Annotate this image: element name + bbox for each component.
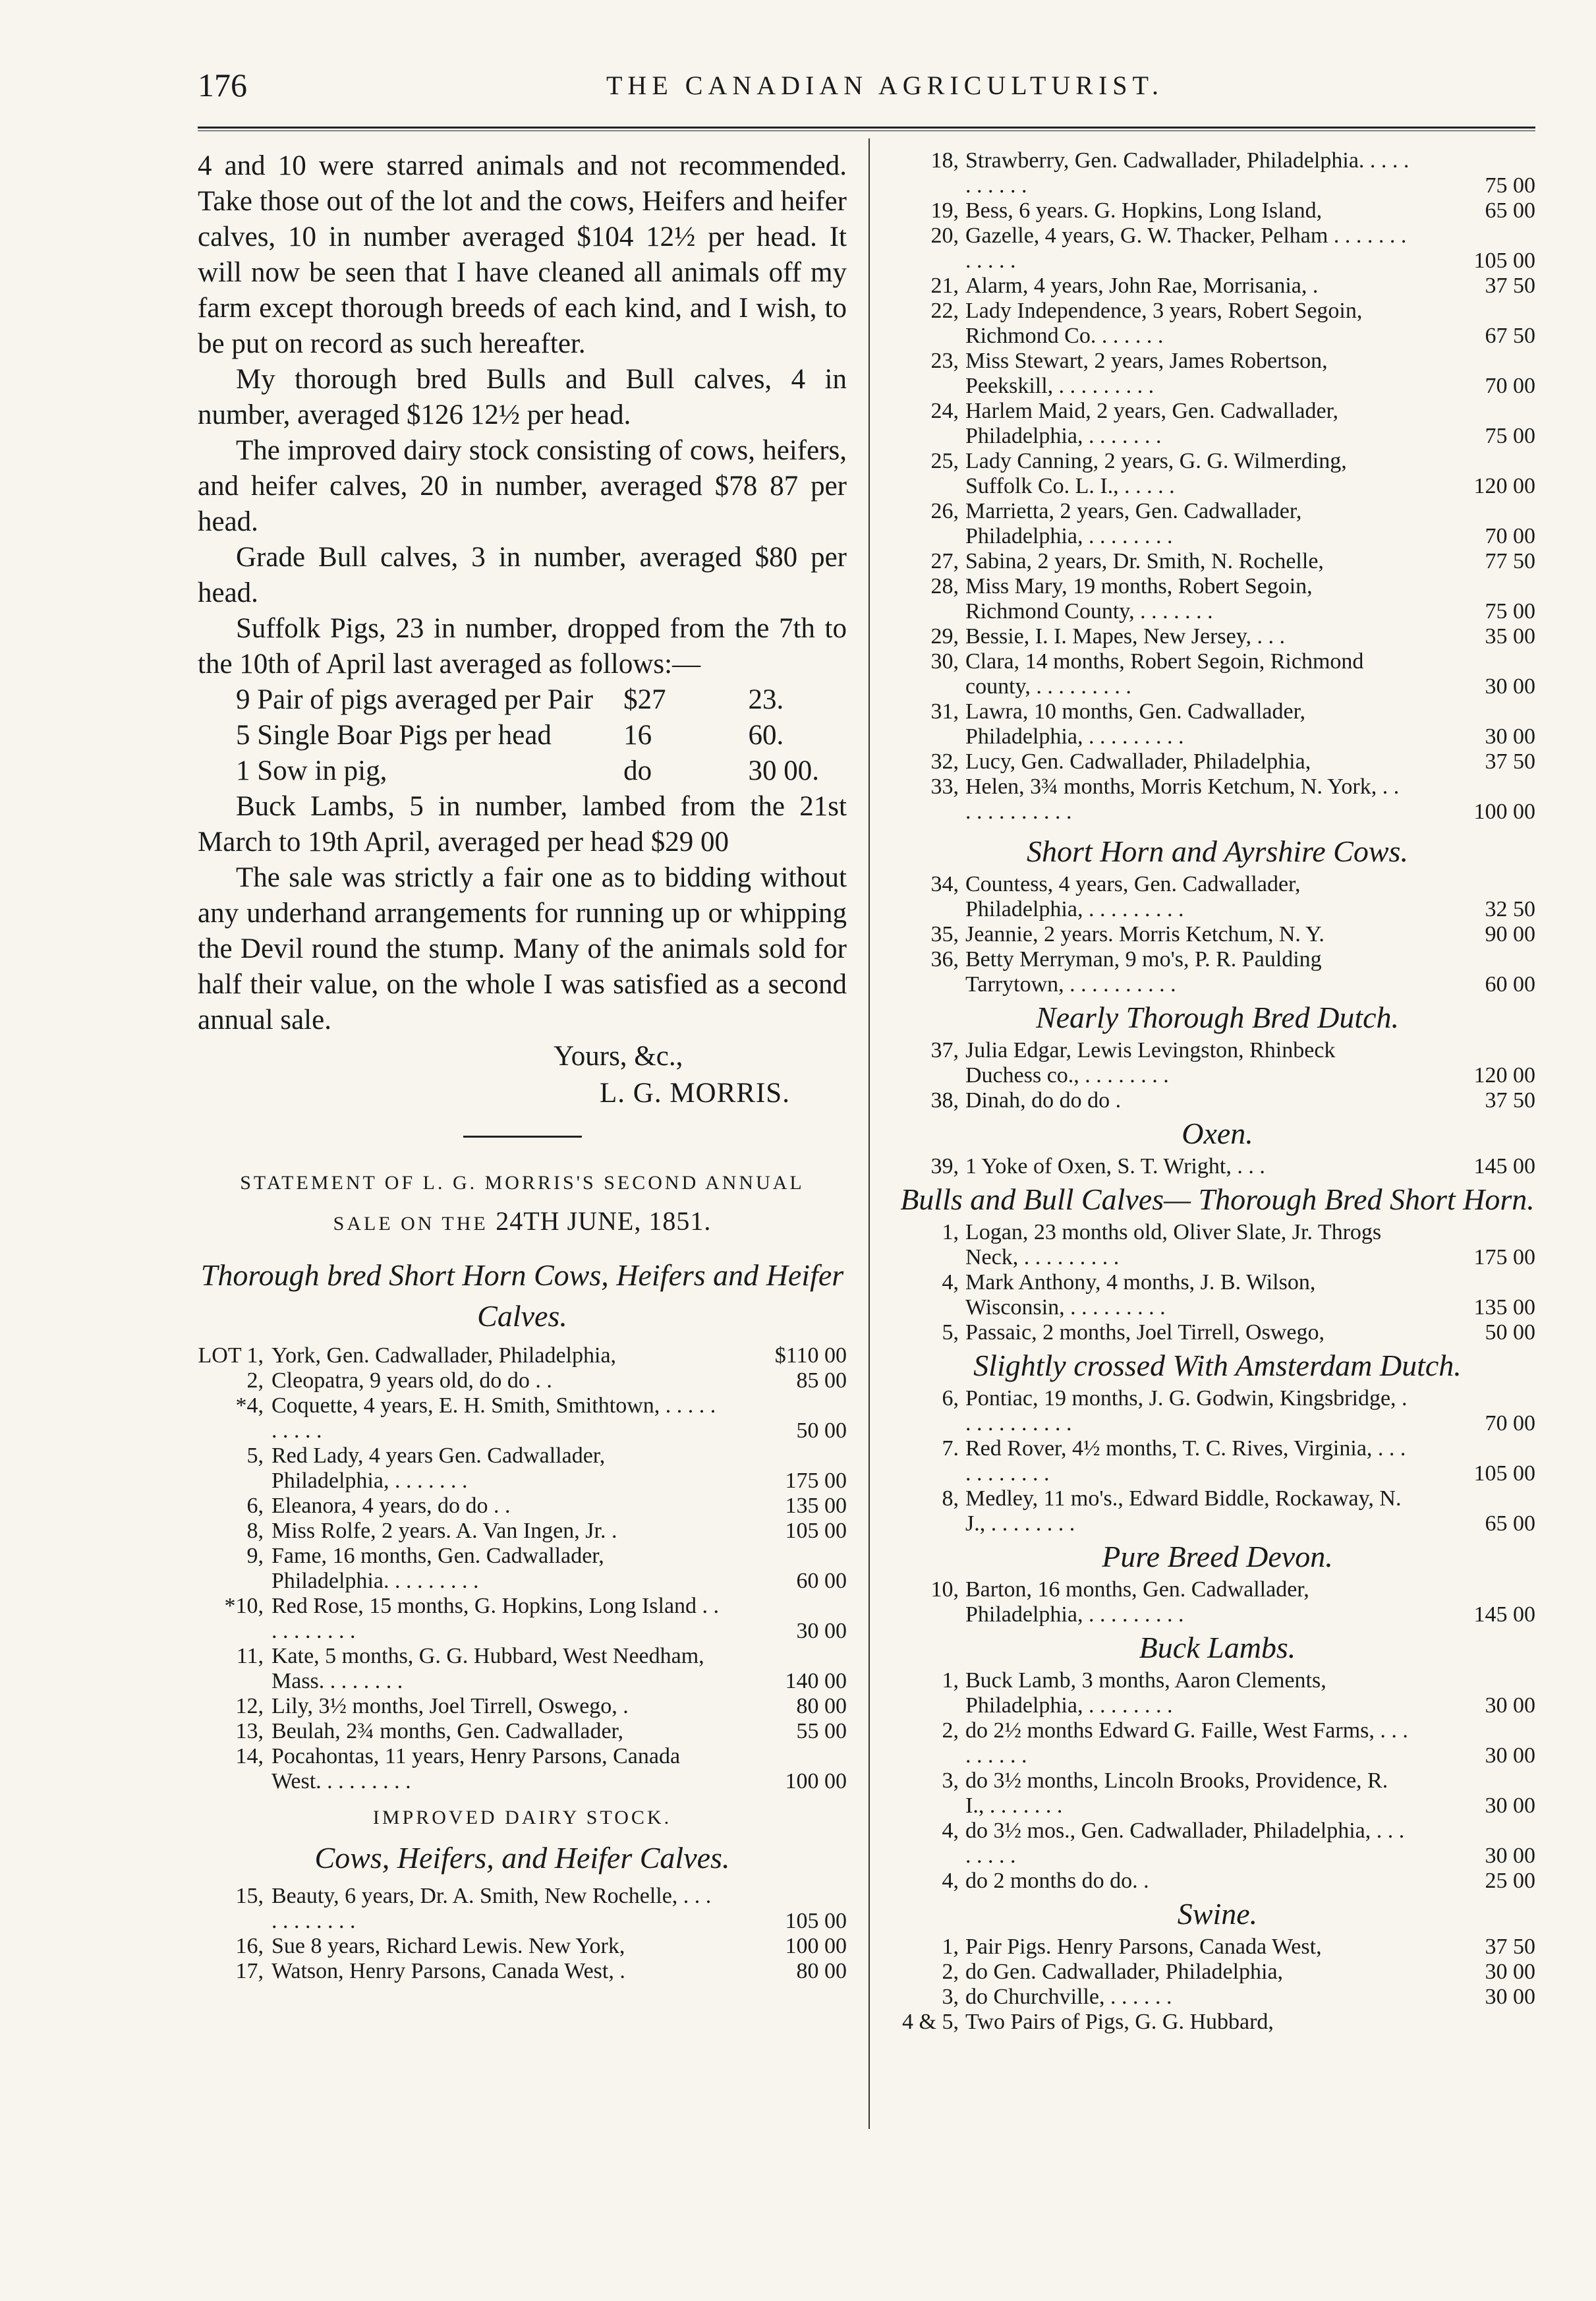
entry-description: Lady Independence, 3 years, Robert Segoin, Richmond Co. . . . . . . (965, 299, 1363, 348)
entry-description: Passaic, 2 months, Joel Tirrell, Oswego, (965, 1320, 1325, 1345)
entry-price: 145 00 (1473, 1154, 1535, 1179)
sale-entry (899, 549, 1535, 574)
entry-description: Countess, 4 years, Gen. Cadwallader, Philadelphia, . . . . . . . . . (965, 872, 1301, 921)
entry-number: 2, (246, 1368, 264, 1393)
entry-number: 3, (942, 1985, 959, 2009)
sale-entry (899, 1819, 1535, 1869)
sale-entry (899, 1668, 1535, 1718)
entry-price: 30 00 (1485, 724, 1535, 749)
sale-entry (198, 1519, 847, 1544)
entry-price: 65 00 (1485, 198, 1535, 223)
entry-number: 3, (942, 1768, 959, 1793)
sale-entry (899, 148, 1535, 198)
entry-description: Pontiac, 19 months, J. G. Godwin, Kingsbridge, . . . . . . . . . . . (965, 1386, 1408, 1436)
entry-list (899, 1386, 1535, 1536)
entry-price: 80 00 (796, 1959, 847, 1983)
entry-description: Dinah, do do do . (965, 1088, 1122, 1113)
sale-entry (899, 399, 1535, 449)
pig-table-row (236, 682, 847, 718)
entry-description: Sue 8 years, Richard Lewis. New York, (271, 1934, 625, 1958)
entry-price: 135 00 (785, 1494, 847, 1518)
entry-description: do 2 months do do. . (965, 1869, 1149, 1893)
pig-row-basis: do (623, 755, 652, 786)
entry-price: 50 00 (796, 1418, 847, 1443)
entry-price: 30 00 (1485, 1844, 1535, 1868)
statement-line-2 (198, 1202, 847, 1243)
entry-number: 1, (942, 1220, 959, 1244)
sale-entry (198, 1368, 847, 1393)
sale-entry (198, 1343, 847, 1368)
entry-price: 50 00 (1485, 1320, 1535, 1345)
sale-entry (198, 1694, 847, 1719)
entry-number: 27, (930, 549, 959, 573)
entry-description: Beulah, 2¾ months, Gen. Cadwallader, (271, 1719, 624, 1743)
entry-number: 13, (235, 1719, 264, 1743)
entry-list (899, 1220, 1535, 1345)
entry-price: 37 50 (1485, 1935, 1535, 1959)
entry-description: Two Pairs of Pigs, G. G. Hubbard, (965, 2010, 1274, 2034)
sale-entry (198, 1494, 847, 1519)
entry-price: 77 50 (1485, 549, 1535, 573)
entry-number: LOT 1, (198, 1343, 264, 1368)
entry-price: 55 00 (796, 1719, 847, 1743)
entry-description: do 2½ months Edward G. Faille, West Farms, . . . . . . . . . (965, 1718, 1408, 1768)
sale-entry (899, 624, 1535, 649)
sale-entry (899, 499, 1535, 549)
sale-entry (899, 1320, 1535, 1345)
entry-number: 39, (930, 1154, 959, 1179)
entry-number: 29, (930, 624, 959, 649)
entry-price: 75 00 (1485, 173, 1535, 198)
entry-price: 35 00 (1485, 624, 1535, 649)
entry-price: 105 00 (785, 1909, 847, 1933)
pig-row-label: 1 Sow in pig, (236, 755, 387, 786)
sale-entry (899, 1985, 1535, 2010)
entry-number: 20, (930, 223, 959, 248)
entry-number: 1, (942, 1668, 959, 1693)
entry-description: do 3½ mos., Gen. Cadwallader, Philadelphia, . . . . . . . . (965, 1819, 1405, 1868)
entry-price: 175 00 (1473, 1245, 1535, 1269)
entry-price: 67 50 (1485, 324, 1535, 348)
section-title: Pure Breed Devon. (1102, 1540, 1333, 1573)
entry-number: 10, (930, 1577, 959, 1602)
statement-sale: SALE ON THE (333, 1213, 488, 1235)
entry-price: 70 00 (1485, 374, 1535, 398)
sale-entry (899, 699, 1535, 749)
entry-price: $110 00 (774, 1343, 847, 1368)
entry-number: 5, (942, 1320, 959, 1345)
entry-number: 4, (942, 1819, 959, 1843)
entry-price: 75 00 (1485, 424, 1535, 448)
entry-number: 11, (236, 1644, 264, 1668)
paragraph: Buck Lambs, 5 in number, lambed from the 21st March to 19th April, averaged per head $29 00 (198, 791, 847, 858)
entry-description: Miss Stewart, 2 years, James Robertson, Peekskill, . . . . . . . . . (965, 349, 1328, 398)
sale-entry (198, 1744, 847, 1794)
entry-number: 21, (930, 274, 959, 298)
entry-list (198, 1884, 847, 1984)
entry-price: 90 00 (1485, 922, 1535, 947)
entry-list (899, 1038, 1535, 1113)
subhead: IMPROVED DAIRY STOCK. (372, 1807, 672, 1828)
entry-description: Pair Pigs. Henry Parsons, Canada West, (965, 1935, 1322, 1959)
pig-table (236, 682, 847, 789)
sale-entry (198, 1393, 847, 1443)
sale-entry (198, 1719, 847, 1744)
entry-number: 9, (246, 1544, 264, 1568)
entry-number: 24, (930, 399, 959, 423)
paragraph: Grade Bull calves, 3 in number, averaged $80 per head. (198, 542, 847, 608)
entry-price: 120 00 (1473, 474, 1535, 498)
entry-price: 30 00 (1485, 1793, 1535, 1818)
entry-description: Helen, 3¾ months, Morris Ketchum, N. York, . . . . . . . . . . . . (965, 774, 1400, 824)
sale-entry (899, 1577, 1535, 1627)
entry-description: Gazelle, 4 years, G. W. Thacker, Pelham . . . . . . . . . . . . (965, 223, 1407, 273)
sale-entry (899, 299, 1535, 349)
sale-entry (899, 1935, 1535, 1960)
entry-description: Marrietta, 2 years, Gen. Cadwallader, Philadelphia, . . . . . . . . (965, 499, 1302, 548)
sale-entry (899, 1386, 1535, 1436)
entry-number: 6, (942, 1386, 959, 1411)
sale-entry (198, 1884, 847, 1934)
section-title: Short Horn and Ayrshire Cows. (1027, 834, 1408, 868)
entry-description: Logan, 23 months old, Oliver Slate, Jr. Throgs Neck, . . . . . . . . . (965, 1220, 1382, 1269)
statement-heading (198, 1164, 847, 1243)
entry-price: 105 00 (785, 1519, 847, 1543)
entry-description: Betty Merryman, 9 mo's, P. R. Paulding Tarrytown, . . . . . . . . . . (965, 947, 1322, 997)
running-head: THE CANADIAN AGRICULTURIST. (606, 71, 1164, 100)
entry-list (198, 1343, 847, 1794)
entry-description: Red Rover, 4½ months, T. C. Rives, Virginia, . . . . . . . . . . . (965, 1436, 1406, 1486)
entry-list (899, 1668, 1535, 1894)
entry-number: 25, (930, 449, 959, 473)
entry-description: do 3½ months, Lincoln Brooks, Providence, R. I., . . . . . . . (965, 1768, 1388, 1818)
sale-entry (899, 1869, 1535, 1894)
sale-entry (899, 1436, 1535, 1486)
entry-description: Lady Canning, 2 years, G. G. Wilmerding, Suffolk Co. L. I., . . . . . (965, 449, 1347, 498)
entry-description: Eleanora, 4 years, do do . . (271, 1494, 511, 1518)
entry-description: Mark Anthony, 4 months, J. B. Wilson, Wisconsin, . . . . . . . . . (965, 1270, 1316, 1320)
page-number: 176 (198, 67, 247, 103)
entry-description: Lawra, 10 months, Gen. Cadwallader, Philadelphia, . . . . . . . . . (965, 699, 1306, 749)
left-column (198, 148, 847, 1984)
closing: Yours, &c., (554, 1041, 683, 1072)
entry-description: Clara, 14 months, Robert Segoin, Richmond county, . . . . . . . . . (965, 649, 1364, 699)
statement-line: STATEMENT OF L. G. MORRIS'S SECOND ANNUAL (240, 1172, 805, 1194)
entry-description: Medley, 11 mo's., Edward Biddle, Rockaway, N. J., . . . . . . . . (965, 1486, 1402, 1536)
section-rule (463, 1136, 582, 1138)
entry-price: 105 00 (1473, 1461, 1535, 1486)
entry-price: 120 00 (1473, 1063, 1535, 1088)
entry-number: 6, (246, 1494, 264, 1518)
entry-number: 31, (930, 699, 959, 724)
sale-entry (899, 749, 1535, 774)
entry-number: 33, (930, 774, 959, 799)
sale-entry (899, 1270, 1535, 1320)
pig-table-row (236, 718, 847, 753)
section-title: Bulls and Bull Calves— Thorough Bred Short Horn. (900, 1182, 1535, 1216)
entry-price: 100 00 (785, 1769, 847, 1793)
entry-price: 32 50 (1485, 897, 1535, 921)
entry-description: Buck Lamb, 3 months, Aaron Clements, Philadelphia, . . . . . . . . (965, 1668, 1326, 1718)
entry-description: Miss Rolfe, 2 years. A. Van Ingen, Jr. . (271, 1519, 617, 1543)
entry-number: 8, (942, 1486, 959, 1511)
entry-description: do Gen. Cadwallader, Philadelphia, (965, 1960, 1284, 1984)
statement-date: 24TH JUNE, 1851. (496, 1206, 712, 1236)
entry-number: 32, (930, 749, 959, 774)
sale-entry (899, 198, 1535, 223)
sale-entry (899, 2010, 1535, 2035)
pig-row-value: 60. (748, 720, 784, 751)
pig-row-value: 23. (748, 684, 784, 715)
section-title: Buck Lambs. (1139, 1631, 1296, 1664)
right-column (899, 148, 1535, 2035)
entry-description: Pocahontas, 11 years, Henry Parsons, Canada West. . . . . . . . . (271, 1744, 681, 1793)
entry-description: 1 Yoke of Oxen, S. T. Wright, . . . (965, 1154, 1265, 1179)
sale-entry (899, 574, 1535, 624)
entry-number: *4, (235, 1393, 264, 1418)
entry-number: 37, (930, 1038, 959, 1063)
entry-description: Barton, 16 months, Gen. Cadwallader, Philadelphia, . . . . . . . . . (965, 1577, 1309, 1627)
entry-number: 4, (942, 1869, 959, 1893)
sale-entry (899, 1038, 1535, 1088)
entry-price: 30 00 (1485, 1985, 1535, 2009)
section-title: Swine. (1177, 1897, 1258, 1931)
sale-entry (198, 1934, 847, 1959)
entry-number: 1, (942, 1935, 959, 1959)
entry-price: 100 00 (1473, 800, 1535, 824)
entry-description: Lily, 3½ months, Joel Tirrell, Oswego, . (271, 1694, 629, 1718)
sale-entry (899, 449, 1535, 499)
entry-price: 60 00 (796, 1569, 847, 1593)
entry-number: 2, (942, 1718, 959, 1743)
sale-entry (899, 1088, 1535, 1113)
entry-price: 75 00 (1485, 599, 1535, 624)
entry-price: 30 00 (796, 1619, 847, 1643)
sale-entry (899, 872, 1535, 922)
sale-entry (899, 223, 1535, 274)
entry-price: 37 50 (1485, 749, 1535, 774)
entry-number: 19, (930, 198, 959, 223)
entry-price: 65 00 (1485, 1511, 1535, 1536)
entry-description: Kate, 5 months, G. G. Hubbard, West Needham, Mass. . . . . . . . (271, 1644, 704, 1693)
sale-entry (899, 774, 1535, 825)
section-title: Oxen. (1182, 1117, 1253, 1150)
sale-entry (198, 1443, 847, 1494)
entry-number: 28, (930, 574, 959, 598)
paragraph: 4 and 10 were starred animals and not recommended. Take those out of the lot and the cows, Heifers and heifer calves, 10 in number averaged $104 12½ per head. It will now be seen that I have cleaned all animals off my farm except thorough breeds of each kind, and I wish, to be put on record as such hereafter. (198, 150, 847, 359)
section-title: Cows, Heifers, and Heifer Calves. (314, 1841, 730, 1875)
entry-number: 23, (930, 349, 959, 373)
column-divider (869, 138, 870, 2129)
entry-price: 70 00 (1485, 524, 1535, 548)
sale-entry (899, 1768, 1535, 1819)
paragraph: My thorough bred Bulls and Bull calves, 4 in number, averaged $126 12½ per head. (198, 364, 847, 430)
entry-number: 18, (930, 148, 959, 173)
paragraph: Suffolk Pigs, 23 in number, dropped from the 7th to the 10th of April last averaged as follows:— (198, 613, 847, 680)
sale-entry (899, 1154, 1535, 1179)
header-rule (198, 127, 1535, 129)
entry-number: 26, (930, 499, 959, 523)
entry-description: Strawberry, Gen. Cadwallader, Philadelphia. . . . . . . . . . . (965, 148, 1410, 198)
entry-price: 25 00 (1485, 1869, 1535, 1893)
pig-row-basis: $27 (623, 684, 666, 715)
entry-description: Red Lady, 4 years Gen. Cadwallader, Philadelphia, . . . . . . . (271, 1443, 606, 1493)
pig-row-basis: 16 (623, 720, 652, 751)
entry-description: Miss Mary, 19 months, Robert Segoin, Richmond County, . . . . . . . (965, 574, 1313, 624)
entry-price: 135 00 (1473, 1295, 1535, 1320)
entry-list (899, 1154, 1535, 1179)
entry-number: 4 & 5, (902, 2010, 959, 2034)
pig-row-label: 9 Pair of pigs averaged per Pair (236, 684, 594, 715)
section-title: Slightly crossed With Amsterdam Dutch. (973, 1349, 1462, 1382)
pig-table-row (236, 753, 847, 789)
entry-price: 175 00 (785, 1469, 847, 1493)
entry-list (899, 148, 1535, 825)
page-header (198, 66, 1535, 119)
entry-description: Julia Edgar, Lewis Levingston, Rhinbeck Duchess co., . . . . . . . . (965, 1038, 1336, 1088)
entry-description: Bess, 6 years. G. Hopkins, Long Island, (965, 198, 1323, 223)
entry-price: 80 00 (796, 1694, 847, 1718)
sale-entry (899, 349, 1535, 399)
entry-description: Beauty, 6 years, Dr. A. Smith, New Rochelle, . . . . . . . . . . . (271, 1884, 712, 1933)
entry-number: 34, (930, 872, 959, 896)
entry-price: 30 00 (1485, 674, 1535, 699)
section-title: Thorough bred Short Horn Cows, Heifers and Heifer Calves. (200, 1258, 844, 1333)
sale-entry (899, 922, 1535, 947)
signature: L. G. MORRIS. (600, 1078, 790, 1109)
entry-price: 140 00 (785, 1669, 847, 1693)
pig-row-label: 5 Single Boar Pigs per head (236, 720, 552, 751)
entry-number: *10, (224, 1594, 264, 1618)
entry-number: 16, (235, 1934, 264, 1958)
entry-description: Fame, 16 months, Gen. Cadwallader, Philadelphia. . . . . . . . . (271, 1544, 604, 1593)
entry-number: 14, (235, 1744, 264, 1768)
entry-description: Lucy, Gen. Cadwallader, Philadelphia, (965, 749, 1311, 774)
entry-description: Red Rose, 15 months, G. Hopkins, Long Island . . . . . . . . . . (271, 1594, 720, 1643)
section-title: Nearly Thorough Bred Dutch. (1035, 1001, 1400, 1034)
entry-number: 4, (942, 1270, 959, 1295)
entry-list (899, 872, 1535, 997)
entry-price: 145 00 (1473, 1602, 1535, 1627)
sale-entry (899, 274, 1535, 299)
sale-entry (198, 1644, 847, 1694)
entry-description: Coquette, 4 years, E. H. Smith, Smithtown, . . . . . . . . . . (271, 1393, 716, 1443)
entry-number: 38, (930, 1088, 959, 1113)
entry-number: 17, (235, 1959, 264, 1983)
entry-number: 36, (930, 947, 959, 972)
entry-price: 37 50 (1485, 274, 1535, 298)
entry-number: 5, (246, 1443, 264, 1468)
entry-price: 60 00 (1485, 972, 1535, 997)
sale-entry (899, 1220, 1535, 1270)
entry-description: Alarm, 4 years, John Rae, Morrisania, . (965, 274, 1319, 298)
entry-number: 30, (930, 649, 959, 674)
entry-number: 15, (235, 1884, 264, 1908)
entry-description: Bessie, I. I. Mapes, New Jersey, . . . (965, 624, 1286, 649)
entry-list (899, 1935, 1535, 2035)
sale-entry (198, 1959, 847, 1984)
sale-entry (899, 1960, 1535, 1985)
entry-description: Cleopatra, 9 years old, do do . . (271, 1368, 552, 1393)
entry-price: 105 00 (1473, 248, 1535, 273)
entry-description: York, Gen. Cadwallader, Philadelphia, (271, 1343, 617, 1368)
entry-price: 30 00 (1485, 1960, 1535, 1984)
entry-description: Sabina, 2 years, Dr. Smith, N. Rochelle, (965, 549, 1324, 573)
sale-entry (899, 947, 1535, 997)
sale-entry (899, 649, 1535, 699)
entry-price: 30 00 (1485, 1743, 1535, 1768)
entry-list (899, 1577, 1535, 1627)
entry-number: 22, (930, 299, 959, 323)
entry-number: 8, (246, 1519, 264, 1543)
entry-price: 70 00 (1485, 1411, 1535, 1436)
entry-description: Jeannie, 2 years. Morris Ketchum, N. Y. (965, 922, 1325, 947)
entry-number: 2, (942, 1960, 959, 1984)
sale-entry (198, 1594, 847, 1644)
entry-description: do Churchville, . . . . . . (965, 1985, 1172, 2009)
entry-price: 85 00 (796, 1368, 847, 1393)
entry-number: 12, (235, 1694, 264, 1718)
pig-row-value: 30 00. (748, 755, 819, 786)
sale-entry (899, 1486, 1535, 1536)
entry-price: 37 50 (1485, 1088, 1535, 1113)
entry-price: 30 00 (1485, 1693, 1535, 1718)
paragraph: The improved dairy stock consisting of cows, heifers, and heifer calves, 20 in number, averaged $78 87 per head. (198, 435, 847, 537)
entry-number: 7. (942, 1436, 959, 1461)
paragraph: The sale was strictly a fair one as to bidding without any underhand arrangements for running up or whipping the Devil round the stump. Many of the animals sold for half their value, on the whole I was satisfied as a second annual sale. (198, 862, 847, 1035)
sale-entry (198, 1544, 847, 1594)
entry-price: 100 00 (785, 1934, 847, 1958)
entry-description: Harlem Maid, 2 years, Gen. Cadwallader, Philadelphia, . . . . . . . (965, 399, 1339, 448)
sale-entry (899, 1718, 1535, 1768)
entry-number: 35, (930, 922, 959, 947)
entry-description: Watson, Henry Parsons, Canada West, . (271, 1959, 625, 1983)
